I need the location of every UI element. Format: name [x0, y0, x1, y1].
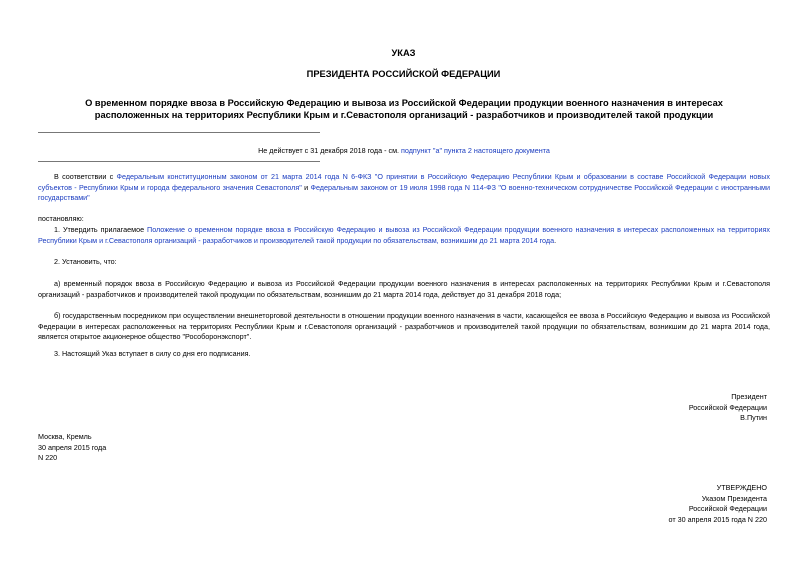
law-link-114fz[interactable]: Федеральным законом от 19 июля 1998 года N 114-ФЗ "О военно-техническом сотрудничестве Российской Федерации с иностранными государствами"	[38, 182, 771, 202]
preamble-paragraph	[38, 172, 770, 204]
item-1-text: 1. Утвердить прилагаемое	[54, 225, 148, 234]
document-heading: О временном порядке ввоза в Российскую Федерацию и вывоза из Российской Федерации продукции военного назначения в интересах расположенных на территориях Республики Крым и г.Севастополя организаций - разработчиков и производителей такой продукции	[85, 98, 723, 120]
item-1	[38, 225, 770, 246]
law-link-6fkz[interactable]: Федеральным конституционным законом от 21 марта 2014 года N 6-ФКЗ "О принятии в Российскую Федерацию Республики Крым и образовании в составе Российской Федерации новых субъектов - Республики Крым и города федерального значения Севастополя"	[38, 172, 770, 192]
place-line: Москва, Кремль	[38, 432, 92, 441]
item-2b: б) государственным посредником при осуществлении внешнеторговой деятельности в отношении продукции военного назначения в части, касающейся ее ввоза в Российскую Федерацию и вывоза из Российской Федерации в интересах расположенных на территориях Республики Крым и г.Севастополя организаций - разработчиков и производителей такой продукции по обязательствам, возникшим до 21 марта 2014 года, является открытое акционерное общество "Рособоронэкспорт".	[38, 311, 770, 341]
approved-block	[668, 483, 767, 525]
item-1-suffix: .	[554, 235, 557, 245]
signature-line-2: Российской Федерации	[688, 402, 767, 412]
signature-block	[689, 392, 767, 424]
decree-word: постановляю:	[38, 214, 84, 223]
document-title: УКАЗ	[391, 48, 416, 58]
item-2: 2. Установить, что:	[54, 257, 117, 266]
preamble-text-2: и	[301, 182, 311, 192]
date-line: 30 апреля 2015 года	[38, 442, 107, 452]
preamble-text-1: В соответствии с	[54, 172, 117, 181]
signature-line-3: В.Путин	[740, 413, 767, 422]
approved-line-4: от 30 апреля 2015 года N 220	[668, 514, 767, 524]
status-note-text: Не действует с 31 декабря 2018 года - см.	[258, 146, 401, 155]
status-note-link[interactable]: подпункт "а" пункта 2 настоящего документа	[401, 146, 550, 155]
status-note	[38, 146, 770, 157]
approved-line-1: УТВЕРЖДЕНО	[716, 483, 767, 492]
place-date-block	[38, 432, 106, 464]
approved-line-2: Указом Президента	[701, 493, 767, 503]
signature-line-1: Президент	[731, 392, 767, 401]
approved-line-3: Российской Федерации	[688, 504, 767, 513]
regulation-link[interactable]: Положение о временном порядке ввоза в Российскую Федерацию и вывоза из Российской Федерации продукции военного назначения в интересах расположенных на территориях Республики Крым и г.Севастополя организаций - разработчиков и производителей такой продукции по обязательствам, возникшим до 21 марта 2014 года	[38, 225, 770, 245]
divider-bottom	[38, 161, 320, 162]
divider-top	[38, 132, 320, 133]
document-subtitle: ПРЕЗИДЕНТА РОССИЙСКОЙ ФЕДЕРАЦИИ	[306, 69, 501, 79]
number-line: N 220	[38, 453, 58, 462]
item-2a: а) временный порядок ввоза в Российскую Федерацию и вывоза из Российской Федерации продукции военного назначения в интересах расположенных на территориях Республики Крым и г.Севастополя организаций - разработчиков и производителей такой продукции по обязательствам, возникшим до 21 марта 2014 года, действует до 31 декабря 2018 года;	[38, 279, 770, 299]
item-3: 3. Настоящий Указ вступает в силу со дня его подписания.	[54, 349, 251, 358]
